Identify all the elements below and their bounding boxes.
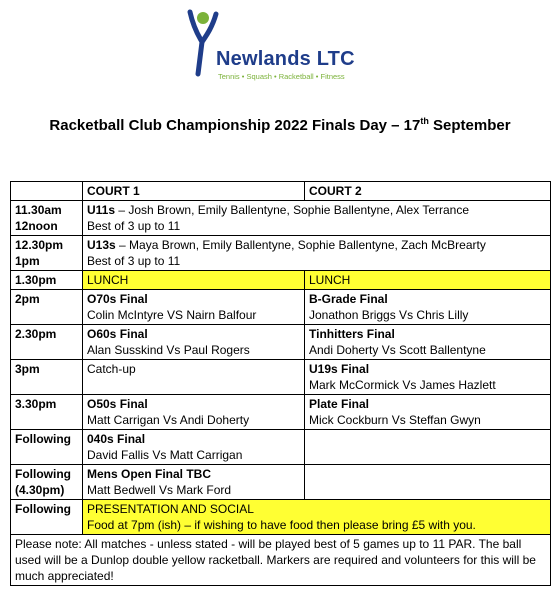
time-cell: 2pm xyxy=(11,290,83,325)
page-title xyxy=(0,116,560,134)
format-text: Best of 3 up to 11 xyxy=(87,254,181,268)
court-2-empty xyxy=(305,430,551,465)
logo-tagline: Tennis • Squash • Racketball • Fitness xyxy=(218,72,345,81)
format-text: Best of 3 up to 11 xyxy=(87,219,181,233)
final-title: O50s Final xyxy=(87,397,148,411)
table-row xyxy=(11,325,551,360)
lunch-court-2: LUNCH xyxy=(305,271,551,290)
logo-name: Newlands LTC xyxy=(216,48,355,70)
court-2-match xyxy=(305,325,551,360)
header-court-1: COURT 1 xyxy=(83,182,305,201)
court-1-match: Catch-up xyxy=(83,360,305,395)
time-text: 12.30pm xyxy=(15,238,64,252)
players-text: Andi Doherty Vs Scott Ballentyne xyxy=(309,343,486,357)
rules-note: Please note: All matches - unless stated - will be played best of 5 games up to 11 PAR. The ball used will be a Dunlop double yellow racketball. Markers are required and volunteers for this will be much appreciated! xyxy=(11,535,551,586)
table-row xyxy=(11,201,551,236)
table-row xyxy=(11,290,551,325)
match-cell xyxy=(83,201,551,236)
time-text: 1pm xyxy=(15,254,40,268)
players-text: Jonathon Briggs Vs Chris Lilly xyxy=(309,308,469,322)
table-row-lunch xyxy=(11,271,551,290)
court-1-match xyxy=(83,465,305,500)
table-row xyxy=(11,360,551,395)
title-superscript: th xyxy=(420,116,429,126)
header-court-2: COURT 2 xyxy=(305,182,551,201)
time-cell: 1.30pm xyxy=(11,271,83,290)
time-text: 11.30am xyxy=(15,203,62,217)
players-text: Mark McCormick Vs James Hazlett xyxy=(309,378,496,392)
table-row-social xyxy=(11,500,551,535)
header-empty xyxy=(11,182,83,201)
final-title: O60s Final xyxy=(87,327,148,341)
court-1-match xyxy=(83,290,305,325)
schedule-table xyxy=(10,181,551,586)
time-cell: 2.30pm xyxy=(11,325,83,360)
court-1-match xyxy=(83,395,305,430)
title-tail: September xyxy=(428,117,511,134)
time-cell xyxy=(11,236,83,271)
time-text: (4.30pm) xyxy=(15,483,65,497)
players-text: Matt Carrigan Vs Andi Doherty xyxy=(87,413,250,427)
court-2-match xyxy=(305,290,551,325)
time-cell: Following xyxy=(11,430,83,465)
table-row xyxy=(11,236,551,271)
time-text: Following xyxy=(15,467,71,481)
time-text: 12noon xyxy=(15,219,58,233)
final-title: U19s Final xyxy=(309,362,370,376)
final-title: Tinhitters Final xyxy=(309,327,395,341)
final-title: 040s Final xyxy=(87,432,146,446)
players-text: Mick Cockburn Vs Steffan Gwyn xyxy=(309,413,481,427)
event-label: U11s xyxy=(87,203,116,217)
club-logo xyxy=(186,8,386,88)
table-row xyxy=(11,395,551,430)
players-text: – Maya Brown, Emily Ballentyne, Sophie Ballentyne, Zach McBrearty xyxy=(115,238,486,252)
players-text: – Josh Brown, Emily Ballentyne, Sophie Ballentyne, Alex Terrance xyxy=(115,203,470,217)
event-label: U13s xyxy=(87,238,116,252)
players-text: David Fallis Vs Matt Carrigan xyxy=(87,448,243,462)
final-title: Mens Open Final TBC xyxy=(87,467,212,481)
table-row xyxy=(11,430,551,465)
court-2-match xyxy=(305,360,551,395)
court-1-match xyxy=(83,430,305,465)
time-cell xyxy=(11,201,83,236)
time-cell: 3.30pm xyxy=(11,395,83,430)
table-header-row xyxy=(11,182,551,201)
table-row xyxy=(11,465,551,500)
title-text: Racketball Club Championship 2022 Finals Day – 17 xyxy=(49,117,421,134)
players-text: Matt Bedwell Vs Mark Ford xyxy=(87,483,232,497)
food-note: Food at 7pm (ish) – if wishing to have food then please bring £5 with you. xyxy=(87,518,476,532)
court-2-match xyxy=(305,395,551,430)
players-text: Colin McIntyre VS Nairn Balfour xyxy=(87,308,257,322)
final-title: Plate Final xyxy=(309,397,370,411)
presentation-cell xyxy=(83,500,551,535)
time-cell: 3pm xyxy=(11,360,83,395)
court-2-empty xyxy=(305,465,551,500)
table-row-note xyxy=(11,535,551,586)
players-text: Alan Susskind Vs Paul Rogers xyxy=(87,343,250,357)
match-cell xyxy=(83,236,551,271)
final-title: O70s Final xyxy=(87,292,148,306)
court-1-match xyxy=(83,325,305,360)
final-title: B-Grade Final xyxy=(309,292,388,306)
time-cell xyxy=(11,465,83,500)
time-cell: Following xyxy=(11,500,83,535)
presentation-title: PRESENTATION AND SOCIAL xyxy=(87,502,254,516)
lunch-court-1: LUNCH xyxy=(83,271,305,290)
